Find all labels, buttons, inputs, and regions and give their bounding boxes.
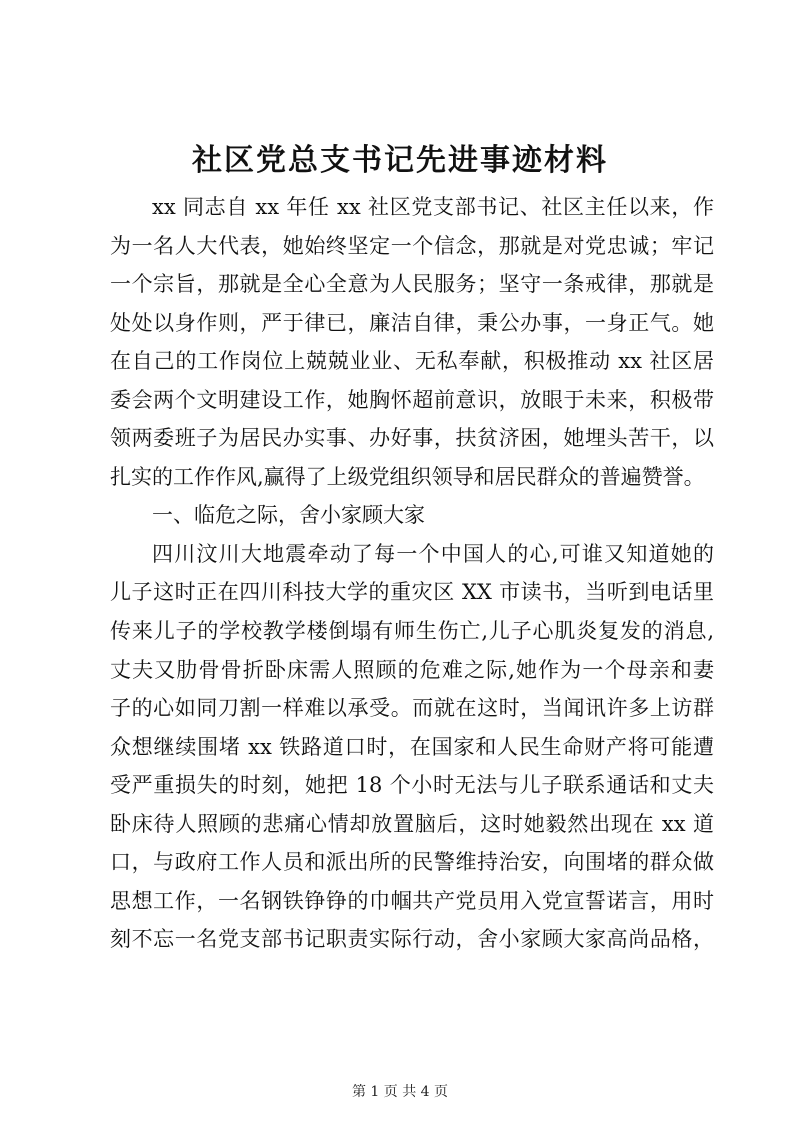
body-line: 众想继续围堵 xx 铁路道口时，在国家和人民生命财产将可能遭: [110, 734, 714, 759]
body-line: 受严重损失的时刻，她把 18 个小时无法与儿子联系通话和丈夫: [110, 773, 714, 798]
body-line: 卧床待人照顾的悲痛心情却放置脑后，这时她毅然出现在 xx 道: [110, 811, 714, 836]
body-line: 传来儿子的学校教学楼倒塌有师生伤亡,儿子心肌炎复发的消息,: [110, 619, 714, 644]
body-line: 领两委班子为居民办实事、办好事，扶贫济困，她埋头苦干，以: [110, 426, 714, 451]
page-footer: 第 1 页 共 4 页: [351, 1084, 449, 1100]
body-line: 委会两个文明建设工作，她胸怀超前意识，放眼于未来，积极带: [110, 387, 714, 412]
body-line: xx 同志自 xx 年任 xx 社区党支部书记、社区主任以来，作: [152, 195, 714, 219]
body-line: 四川汶川大地震牵动了每一个中国人的心,可谁又知道她的: [152, 541, 714, 566]
document-title: 社区党总支书记先进事迹材料: [192, 143, 608, 178]
document-body: [110, 188, 714, 959]
body-line: 丈夫又肋骨骨折卧床需人照顾的危难之际,她作为一个母亲和妻: [110, 657, 714, 682]
body-line: 口，与政府工作人员和派出所的民警维持治安，向围堵的群众做: [110, 850, 714, 875]
body-line: 一个宗旨，那就是全心全意为人民服务；坚守一条戒律，那就是: [110, 272, 714, 297]
body-line: 处处以身作则，严于律已，廉洁自律，秉公办事，一身正气。她: [110, 310, 714, 335]
body-line: 扎实的工作作风,赢得了上级党组织领导和居民群众的普遍赞誉。: [110, 464, 705, 489]
body-line: 子的心如同刀割一样难以承受。而就在这时，当闻讯许多上访群: [110, 696, 714, 721]
body-line: 在自己的工作岗位上兢兢业业、无私奉献，积极推动 xx 社区居: [110, 349, 714, 374]
body-line: 为一名人大代表，她始终坚定一个信念，那就是对党忠诚；牢记: [110, 233, 714, 258]
body-line: 一、临危之际，舍小家顾大家: [152, 503, 425, 528]
body-line: 思想工作，一名钢铁铮铮的巾帼共产党员用入党宣誓诺言，用时: [110, 888, 714, 913]
body-line: 刻不忘一名党支部书记职责实际行动，舍小家顾大家高尚品格，: [110, 927, 714, 952]
body-line: 儿子这时正在四川科技大学的重灾区 XX 市读书，当听到电话里: [110, 580, 714, 605]
